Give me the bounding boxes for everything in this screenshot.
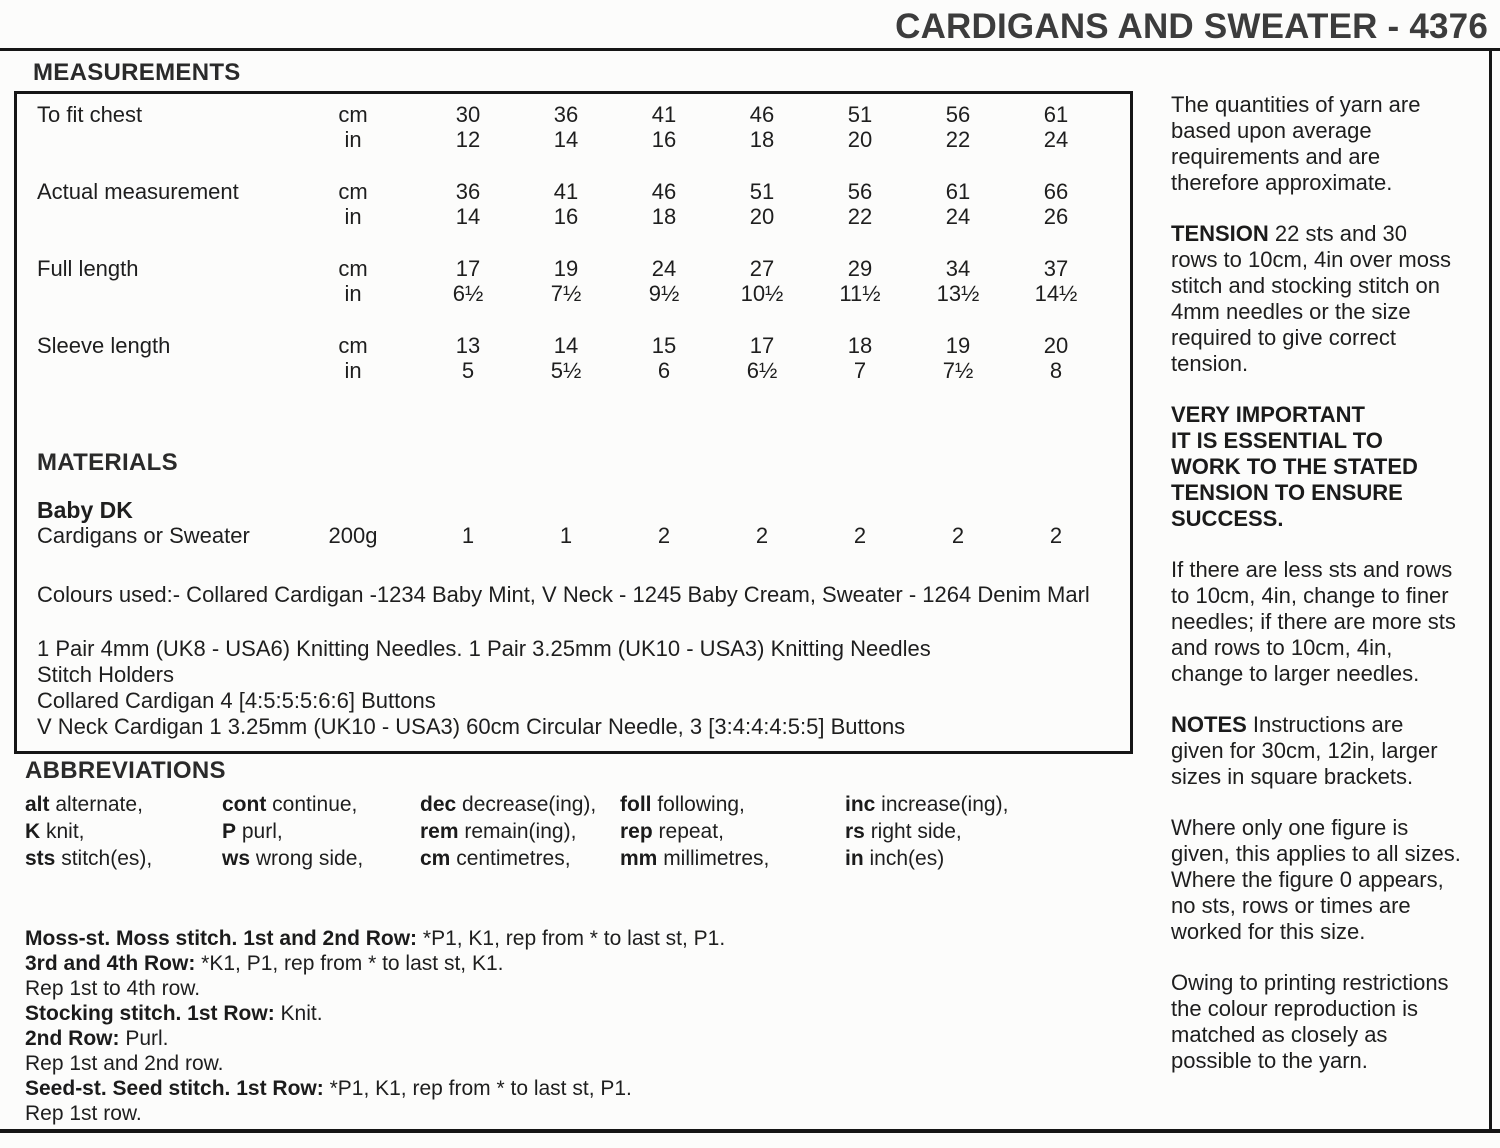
sidebar-line: NOTES Instructions are [1171,712,1404,737]
stitch-instruction-line-bold: Seed-st. Seed stitch. 1st Row: [25,1077,324,1100]
sidebar-line: tension. [1171,351,1249,376]
quantity-value: 2 [1049,523,1063,548]
sidebar-line: based upon average [1171,118,1372,143]
needle-line: 1 Pair 4mm (UK8 - USA6) Knitting Needles. 1 Pair 3.25mm (UK10 - USA3) Knitting Needles [37,636,931,661]
stitch-instruction-line: Seed-st. Seed stitch. 1st Row: *P1, K1, rep from * to last st, P1. [25,1077,632,1100]
bottom-rule [0,1129,1500,1133]
colours-used-line: Colours used:- Collared Cardigan -1234 Baby Mint, V Neck - 1245 Baby Cream, Sweater - 1264 Denim Marl [37,582,1090,607]
quantity-value: 2 [951,523,965,548]
measurement-value: 5½ [550,358,582,383]
measurement-line [37,333,1105,358]
stitch-instruction-line: Rep 1st and 2nd row. [25,1052,224,1075]
top-rule [0,48,1500,51]
abbreviation-item: dec decrease(ing), [420,793,597,816]
abbreviation-item-bold: mm [620,847,658,870]
sidebar-paragraph [1171,557,1486,687]
measurement-value: 14 [553,333,579,358]
measurement-label: Full length [37,256,139,281]
measurement-value: 37 [1043,256,1069,281]
sidebar-line: sizes in square brackets. [1171,764,1414,789]
measurement-value: 19 [945,333,971,358]
quantity-value: 2 [853,523,867,548]
quantity-line [37,523,1105,548]
measurement-value: 61 [945,179,971,204]
quantity-label: Cardigans or Sweater [37,523,250,548]
needle-requirements [37,636,1105,740]
measurement-value: 15 [651,333,677,358]
measurement-value: 56 [847,179,873,204]
sidebar-line [1171,428,1486,454]
sidebar-paragraph [1171,402,1486,532]
abbreviation-item-bold: sts [25,847,56,870]
measurement-value: 36 [455,179,481,204]
measurement-value: 51 [847,102,873,127]
measurement-line [37,256,1105,281]
sidebar-line: and rows to 10cm, 4in, [1171,635,1393,660]
measurement-value: 17 [749,333,775,358]
sidebar-line: given, this applies to all sizes. [1171,841,1461,866]
abbreviation-item: in inch(es) [845,847,945,870]
abbreviation-item: P purl, [222,820,283,843]
sidebar-line: If there are less sts and rows [1171,557,1453,582]
measurement-value: 6 [657,358,671,383]
quantity-amount: 200g [328,523,378,548]
measurement-value: 34 [945,256,971,281]
abbreviation-item: K knit, [25,820,85,843]
sidebar-paragraph [1171,712,1486,790]
sidebar-line [1171,454,1486,480]
sidebar-line [1171,506,1486,532]
stitch-instruction-line: 3rd and 4th Row: *K1, P1, rep from * to last st, K1. [25,952,504,975]
measurement-line [37,179,1105,204]
stitch-instruction-line: Rep 1st to 4th row. [25,977,201,1000]
abbreviation-item-bold: alt [25,793,50,816]
unit-label: in [344,281,362,306]
measurement-label: Actual measurement [37,179,239,204]
sidebar-line-bold: SUCCESS. [1171,506,1284,531]
abbreviation-item: rem remain(ing), [420,820,577,843]
measurement-value: 22 [847,204,873,229]
stitch-instruction-line: Moss-st. Moss stitch. 1st and 2nd Row: *P1, K1, rep from * to last st, P1. [25,927,726,950]
measurement-value: 30 [455,102,481,127]
sidebar-line [1171,402,1486,428]
measurement-value: 8 [1049,358,1063,383]
abbreviation-item: inc increase(ing), [845,793,1009,816]
abbreviations-section [25,757,1095,872]
measurement-row [37,179,1105,229]
sidebar-line: therefore approximate. [1171,170,1393,195]
measurement-value: 9½ [648,281,680,306]
quantity-value: 1 [559,523,573,548]
measurement-value: 20 [749,204,775,229]
measurement-value: 7½ [942,358,974,383]
unit-label: in [344,204,362,229]
abbreviation-item-bold: cm [420,847,451,870]
sidebar-line: given for 30cm, 12in, larger [1171,738,1438,763]
unit-label: cm [338,179,368,204]
measurement-value: 10½ [740,281,784,306]
right-rule [1489,48,1492,1133]
sidebar-line: matched as closely as [1171,1022,1388,1047]
abbreviations-grid [25,791,1095,872]
sidebar-line-bold: VERY IMPORTANT [1171,402,1365,427]
abbreviation-item: rs right side, [845,820,962,843]
measurement-line [37,358,1105,383]
measurement-value: 22 [945,127,971,152]
abbreviation-item-bold: rep [620,820,653,843]
abbreviation-item: rep repeat, [620,820,724,843]
measurement-value: 24 [945,204,971,229]
sidebar-line: no sts, rows or times are [1171,893,1411,918]
sidebar-line: Where only one figure is [1171,815,1409,840]
measurement-value: 14 [455,204,481,229]
unit-label: cm [338,102,368,127]
measurement-value: 13½ [936,281,980,306]
sidebar-line: needles; if there are more sts [1171,609,1456,634]
measurement-value: 5 [461,358,475,383]
measurement-line [37,102,1105,127]
needle-line: Stitch Holders [37,662,174,687]
quantity-value: 2 [657,523,671,548]
yarn-name: Baby DK [37,497,133,523]
measurement-label: Sleeve length [37,333,171,358]
unit-label: in [344,358,362,383]
sidebar-line: to 10cm, 4in, change to finer [1171,583,1449,608]
measurement-value: 41 [553,179,579,204]
measurement-row [37,333,1105,383]
measurement-value: 14½ [1034,281,1078,306]
measurement-value: 24 [1043,127,1069,152]
sidebar-paragraph [1171,815,1486,945]
abbreviation-item: sts stitch(es), [25,847,153,870]
sidebar-paragraph [1171,92,1486,196]
measurement-value: 66 [1043,179,1069,204]
stitch-instruction-line-bold: 2nd Row: [25,1027,120,1050]
measurement-value: 61 [1043,102,1069,127]
sidebar-line: change to larger needles. [1171,661,1420,686]
measurement-value: 46 [651,179,677,204]
sidebar-paragraph [1171,970,1486,1074]
measurement-line [37,281,1105,306]
unit-label: cm [338,256,368,281]
measurement-value: 16 [651,127,677,152]
measurement-value: 41 [651,102,677,127]
measurement-label [37,127,287,152]
sidebar-line: requirements and are [1171,144,1381,169]
sidebar-line-bold: IT IS ESSENTIAL TO [1171,428,1383,453]
materials-quantity-row [37,523,1105,548]
measurements-table [37,102,1105,383]
sidebar-line: 4mm needles or the size [1171,299,1411,324]
sidebar-line: The quantities of yarn are [1171,92,1421,117]
notes-sidebar [1171,92,1486,1099]
measurement-value: 27 [749,256,775,281]
abbreviation-item-bold: K [25,820,41,843]
stitch-instruction-line-bold: Stocking stitch. 1st Row: [25,1002,275,1025]
measurement-label: To fit chest [37,102,143,127]
sidebar-paragraph [1171,221,1486,377]
measurement-value: 12 [455,127,481,152]
sidebar-line: the colour reproduction is [1171,996,1419,1021]
page-title: CARDIGANS AND SWEATER - 4376 [895,7,1488,46]
measurement-value: 20 [1043,333,1069,358]
measurement-value: 56 [945,102,971,127]
measurement-value: 11½ [839,281,881,306]
sidebar-line: required to give correct [1171,325,1396,350]
measurement-value: 17 [455,256,481,281]
measurement-row [37,256,1105,306]
sidebar-line: Where the figure 0 appears, [1171,867,1444,892]
measurement-value: 19 [553,256,579,281]
sidebar-line-bold: NOTES [1171,712,1247,737]
abbreviation-item-bold: ws [222,847,251,870]
abbreviation-item-bold: in [845,847,864,870]
sidebar-line: Owing to printing restrictions [1171,970,1449,995]
needle-line: Collared Cardigan 4 [4:5:5:5:6:6] Buttons [37,688,436,713]
stitch-instruction-line: 2nd Row: Purl. [25,1027,169,1050]
abbreviation-item: foll following, [620,793,745,816]
measurement-line [37,204,1105,229]
sidebar-line: rows to 10cm, 4in over moss [1171,247,1451,272]
abbreviation-item-bold: rem [420,820,459,843]
abbreviations-heading: ABBREVIATIONS [25,757,226,784]
abbreviation-item-bold: cont [222,793,267,816]
materials-heading: MATERIALS [37,449,178,476]
abbreviation-item-bold: P [222,820,237,843]
sidebar-line: worked for this size. [1171,919,1366,944]
measurement-value: 46 [749,102,775,127]
measurement-value: 7½ [550,281,582,306]
abbreviation-item-bold: inc [845,793,876,816]
sidebar-line-bold: WORK TO THE STATED [1171,454,1418,479]
sidebar-line-bold: TENSION TO ENSURE [1171,480,1403,505]
abbreviation-item-bold: dec [420,793,457,816]
measurement-value: 7 [853,358,867,383]
measurement-value: 36 [553,102,579,127]
sidebar-line: stitch and stocking stitch on [1171,273,1441,298]
abbreviation-item: alt alternate, [25,793,143,816]
measurement-label [37,358,287,383]
measurement-label [37,204,287,229]
abbreviation-item: cm centimetres, [420,847,571,870]
measurement-value: 18 [847,333,873,358]
measurement-value: 26 [1043,204,1069,229]
measurements-heading: MEASUREMENTS [33,59,241,86]
unit-label: in [344,127,362,152]
measurement-value: 16 [553,204,579,229]
abbreviation-item-bold: rs [845,820,865,843]
sidebar-line: TENSION 22 sts and 30 [1171,221,1408,246]
abbreviation-item: cont continue, [222,793,358,816]
abbreviation-item-bold: foll [620,793,652,816]
unit-label: cm [338,333,368,358]
quantity-value: 1 [461,523,475,548]
needle-line: V Neck Cardigan 1 3.25mm (UK10 - USA3) 60cm Circular Needle, 3 [3:4:4:4:5:5] Buttons [37,714,906,739]
measurement-value: 18 [749,127,775,152]
measurement-value: 51 [749,179,775,204]
measurement-value: 14 [553,127,579,152]
measurement-value: 6½ [452,281,484,306]
measurement-value: 24 [651,256,677,281]
measurements-materials-box [14,91,1133,754]
measurement-label [37,281,287,306]
quantity-value: 2 [755,523,769,548]
stitch-instruction-line-bold: 3rd and 4th Row: [25,952,196,975]
stitch-instruction-line: Stocking stitch. 1st Row: Knit. [25,1002,323,1025]
measurement-value: 13 [455,333,481,358]
measurement-value: 6½ [746,358,778,383]
measurement-line [37,127,1105,152]
sidebar-line [1171,480,1486,506]
stitch-instructions [25,926,725,1126]
abbreviation-item: ws wrong side, [222,847,364,870]
measurement-value: 29 [847,256,873,281]
sidebar-line-bold: TENSION [1171,221,1269,246]
sidebar-line: possible to the yarn. [1171,1048,1368,1073]
abbreviation-item: mm millimetres, [620,847,770,870]
stitch-instruction-line: Rep 1st row. [25,1102,142,1125]
measurement-value: 18 [651,204,677,229]
stitch-instruction-line-bold: Moss-st. Moss stitch. 1st and 2nd Row: [25,927,418,950]
measurement-row [37,102,1105,152]
measurement-value: 20 [847,127,873,152]
